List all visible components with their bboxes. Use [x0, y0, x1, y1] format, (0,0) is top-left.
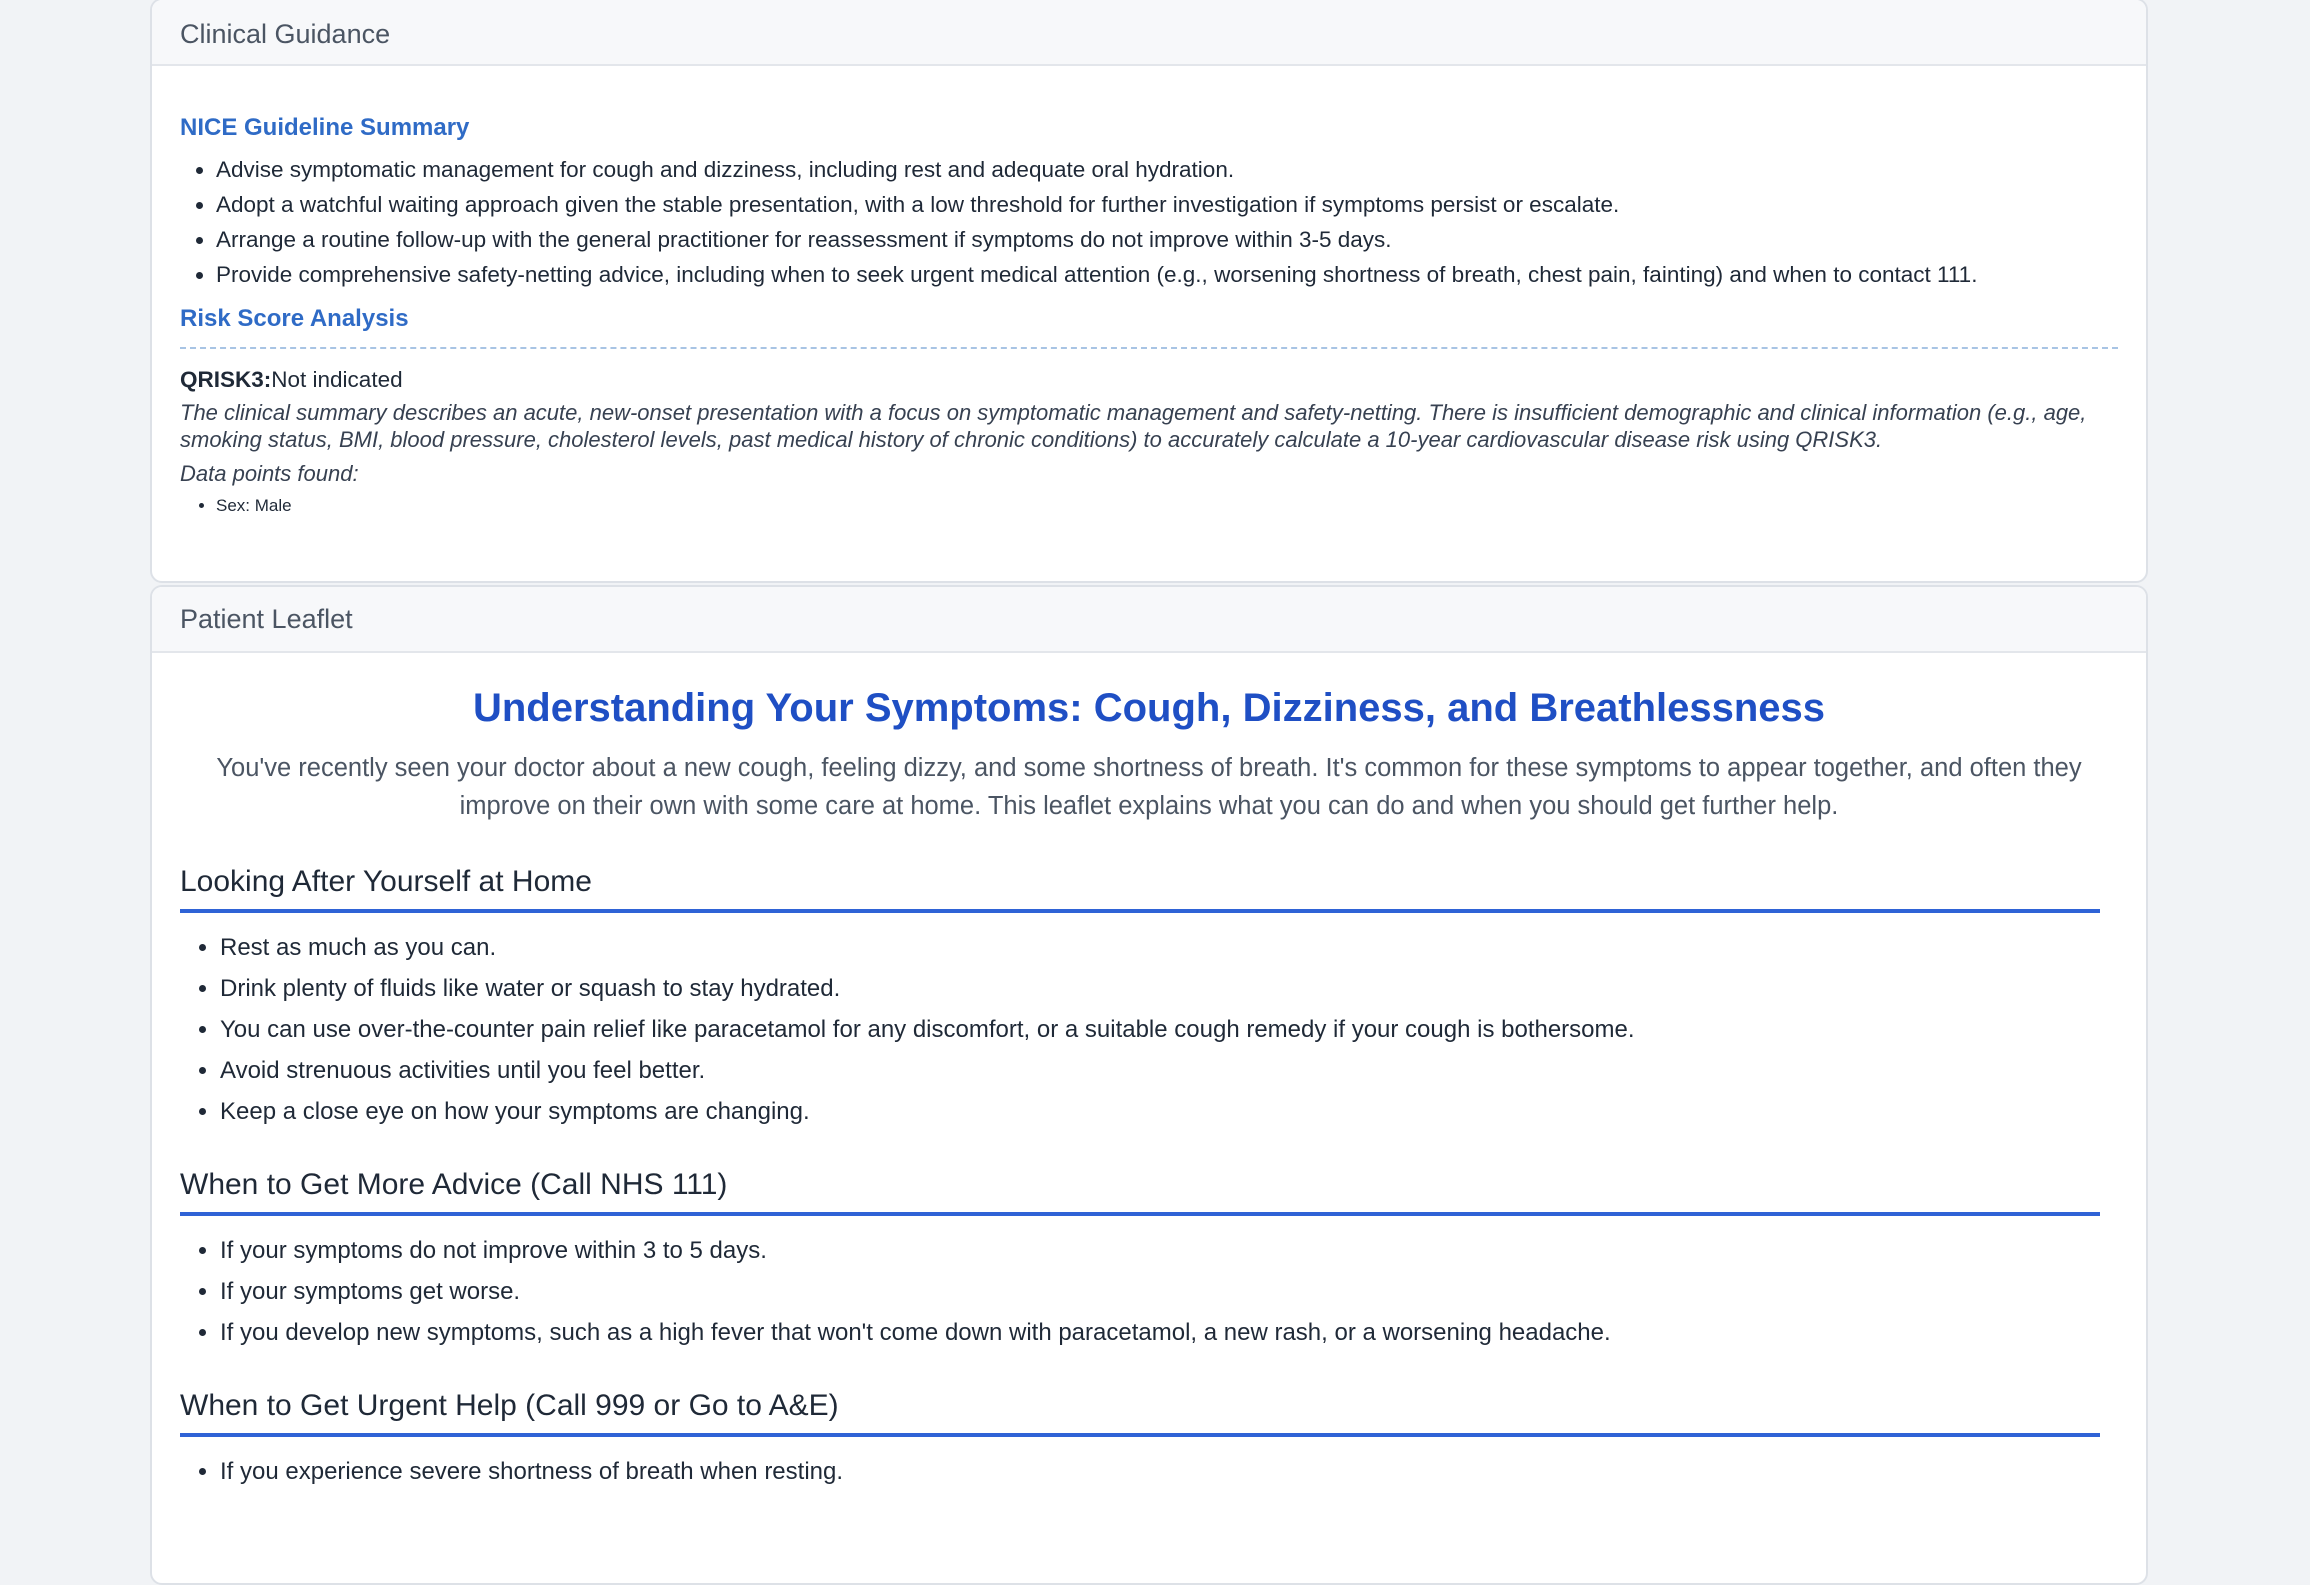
qrisk-score-label: QRISK3: — [180, 367, 272, 392]
home-care-item: • Drink plenty of fluids like water or squash to stay hydrated. — [220, 968, 2118, 1009]
section-heading-home-care: Looking After Yourself at Home — [180, 863, 2100, 913]
leaflet-title: Understanding Your Symptoms: Cough, Dizziness, and Breathlessness — [472, 686, 1826, 730]
home-care-item: • Avoid strenuous activities until you feel better. — [220, 1050, 2118, 1091]
data-points-label: Data points found: — [180, 461, 359, 486]
home-care-item: • Keep a close eye on how your symptoms are changing. — [220, 1091, 2118, 1132]
section-heading-urgent-help: When to Get Urgent Help (Call 999 or Go to A&E) — [180, 1387, 2100, 1437]
urgent-help-list — [180, 1451, 2118, 1492]
risk-score-heading: Risk Score Analysis — [180, 305, 2118, 349]
nhs-111-item: • If your symptoms get worse. — [220, 1271, 2118, 1312]
nhs-111-list — [180, 1230, 2118, 1353]
nice-guideline-item: • Provide comprehensive safety-netting advice, including when to seek urgent medical attention (e.g., worsening shortness of breath, chest pain, fainting) and when to contact 111. — [216, 257, 2118, 292]
qrisk-score-value: Not indicated — [271, 367, 403, 392]
section-heading-nhs-111: When to Get More Advice (Call NHS 111) — [180, 1166, 2100, 1216]
data-points-list — [180, 493, 2118, 519]
home-care-item: • You can use over-the-counter pain relief like paracetamol for any discomfort, or a suitable cough remedy if your cough is bothersome. — [220, 1009, 2118, 1050]
clinical-guidance-card — [150, 0, 2148, 583]
nice-guideline-item: • Adopt a watchful waiting approach given the stable presentation, with a low threshold for further investigation if symptoms persist or escalate. — [216, 187, 2118, 222]
patient-leaflet-header: Patient Leaflet — [152, 587, 2146, 653]
nhs-111-item: • If you develop new symptoms, such as a high fever that won't come down with paracetamol, a new rash, or a worsening headache. — [220, 1312, 2118, 1353]
nice-guideline-list — [180, 152, 2118, 292]
home-care-item: • Rest as much as you can. — [220, 927, 2118, 968]
clinical-guidance-header: Clinical Guidance — [152, 0, 2146, 66]
home-care-list — [180, 927, 2118, 1132]
patient-leaflet-card — [150, 585, 2148, 1585]
nice-guideline-item: • Arrange a routine follow-up with the general practitioner for reassessment if symptoms do not improve within 3-5 days. — [216, 222, 2118, 257]
nhs-111-item: • If your symptoms do not improve within 3 to 5 days. — [220, 1230, 2118, 1271]
data-point-item: • Sex: Male — [216, 493, 2118, 519]
leaflet-intro: You've recently seen your doctor about a new cough, feeling dizzy, and some shortness of breath. It's common for these symptoms to appear together, and often they improve on their own with some care at home. This leaflet explains what you can do and when you should get further help. — [216, 754, 2082, 820]
qrisk-score-line — [180, 365, 2118, 395]
qrisk-explanation: The clinical summary describes an acute, new-onset presentation with a focus on symptomatic management and safety-netting. There is insufficient demographic and clinical information (e.g., age, smoking status, BMI, blood pressure, cholesterol levels, past medical history of chronic conditions) to accurately calculate a 10-year cardiovascular disease risk using QRISK3. — [180, 400, 2087, 452]
patient-leaflet-body — [152, 683, 2146, 1492]
nice-guideline-heading: NICE Guideline Summary — [180, 114, 470, 141]
clinical-guidance-body — [152, 114, 2146, 519]
urgent-help-item: • If you experience severe shortness of breath when resting. — [220, 1451, 2118, 1492]
nice-guideline-item: • Advise symptomatic management for cough and dizziness, including rest and adequate oral hydration. — [216, 152, 2118, 187]
